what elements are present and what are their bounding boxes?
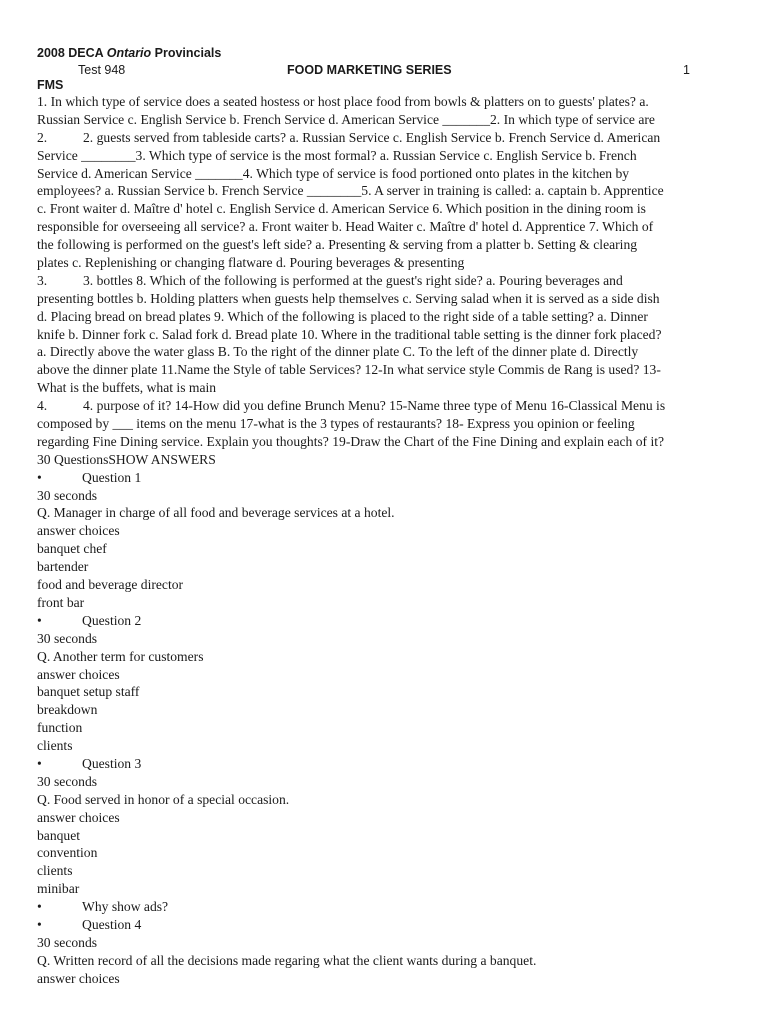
bullet-icon: • <box>37 755 42 771</box>
body-line: answer choices <box>37 809 120 825</box>
header-page-number: 1 <box>683 63 690 77</box>
body-line: presenting bottles b. Holding platters when guests help themselves c. Serving salad when it is served as a side dish <box>37 290 660 306</box>
header-year: 2008 DECA <box>37 46 107 60</box>
body-line: a. Directly above the water glass B. To the right of the dinner plate C. To the left of the dinner plate d. Directly <box>37 344 639 360</box>
body-line: food and beverage director <box>37 577 184 593</box>
body-line: banquet setup staff <box>37 684 140 700</box>
body-line: Service d. American Service _______4. Which type of service is food portioned onto plates in the kitchen by <box>37 165 630 181</box>
body-line: 4. 4. purpose of it? 14-How did you define Brunch Menu? 15-Name three type of Menu 16-Classical Menu is <box>37 398 666 414</box>
header-title <box>37 45 221 63</box>
bullet-icon: • <box>37 899 42 915</box>
bullet-icon: • <box>37 469 42 485</box>
body-line: 30 seconds <box>37 487 98 503</box>
body-line: clients <box>37 738 73 754</box>
body-line: front bar <box>37 594 85 610</box>
body-line: function <box>37 720 83 736</box>
body-line: Q. Written record of all the decisions made regaring what the client wants during a banquet. <box>37 952 537 968</box>
body-line: above the dinner plate 11.Name the Style of table Services? 12-In what service style Commis de Rang is used? 13- <box>37 362 661 378</box>
body-line: breakdown <box>37 702 98 718</box>
body-line: the following is performed on the guest's left side? a. Presenting & serving from a platter b. Setting & clearing <box>37 237 638 253</box>
body-line: knife b. Dinner fork c. Salad fork d. Bread plate 10. Where in the traditional table setting is the dinner fork placed? <box>37 326 662 342</box>
body-line: 1. In which type of service does a seated hostess or host place food from bowls & platters on to guests' plates? a. <box>37 94 649 109</box>
document-body <box>37 93 737 988</box>
body-line: plates c. Replenishing or changing flatware d. Pouring beverages & presenting <box>37 255 465 271</box>
body-line: bartender <box>37 559 89 575</box>
header-province: Ontario <box>106 46 152 60</box>
body-line: • Why show ads? <box>37 899 169 915</box>
body-line: 3. 3. bottles 8. Which of the following is performed at the guest's right side? a. Pouring beverages and <box>37 272 623 288</box>
body-line: What is the buffets, what is main <box>37 380 217 396</box>
body-line: Q. Another term for customers <box>37 648 204 664</box>
body-line: 2. 2. guests served from tableside carts? a. Russian Service c. English Service b. French Service d. American <box>37 129 661 145</box>
body-line: regarding Fine Dining service. Explain you thoughts? 19-Draw the Chart of the Fine Dining and explain each of it? <box>37 433 665 449</box>
body-line: employees? a. Russian Service b. French Service ________5. A server in training is called: a. captain b. Apprentice <box>37 183 664 199</box>
body-line: minibar <box>37 881 80 897</box>
body-line: Russian Service c. English Service b. French Service d. American Service _______2. In which type of service are <box>37 111 655 127</box>
body-line: d. Placing bread on bread plates 9. Which of the following is placed to the right side of a table setting? a. Dinner <box>37 308 648 324</box>
body-line: 30 seconds <box>37 934 98 950</box>
header-code: FMS <box>37 78 64 92</box>
body-line: • Question 2 <box>37 612 142 628</box>
body-line: 30 seconds <box>37 630 98 646</box>
bullet-icon: • <box>37 916 42 932</box>
body-line: 30 QuestionsSHOW ANSWERS <box>37 451 216 467</box>
body-line: • Question 4 <box>37 916 142 932</box>
body-line: Q. Food served in honor of a special occasion. <box>37 791 290 807</box>
body-line: answer choices <box>37 666 120 682</box>
body-line: • Question 1 <box>37 469 142 485</box>
body-line: composed by ___ items on the menu 17-what is the 3 types of restaurants? 18- Express you opinion or feeling <box>37 416 635 432</box>
body-line: • Question 3 <box>37 755 142 771</box>
body-line: clients <box>37 863 73 879</box>
header-series: FOOD MARKETING SERIES <box>287 63 452 77</box>
body-line: banquet chef <box>37 541 107 557</box>
body-line: banquet <box>37 827 81 843</box>
header-event: Provincials <box>151 46 222 60</box>
body-line: answer choices <box>37 523 120 539</box>
body-line: 30 seconds <box>37 773 98 789</box>
bullet-icon: • <box>37 612 42 628</box>
body-line: c. Front waiter d. Maître d' hotel c. English Service d. American Service 6. Which position in the dining room is <box>37 201 646 217</box>
body-line: convention <box>37 845 98 861</box>
body-line: responsible for overseeing all service? a. Front waiter b. Head Waiter c. Maître d' hotel d. Apprentice 7. Which of <box>37 219 654 235</box>
body-line: Service ________3. Which type of service is the most formal? a. Russian Service c. English Service b. French <box>37 147 637 163</box>
body-line: answer choices <box>37 970 120 986</box>
header-test-number: Test 948 <box>78 63 126 77</box>
body-line: Q. Manager in charge of all food and beverage services at a hotel. <box>37 505 395 521</box>
